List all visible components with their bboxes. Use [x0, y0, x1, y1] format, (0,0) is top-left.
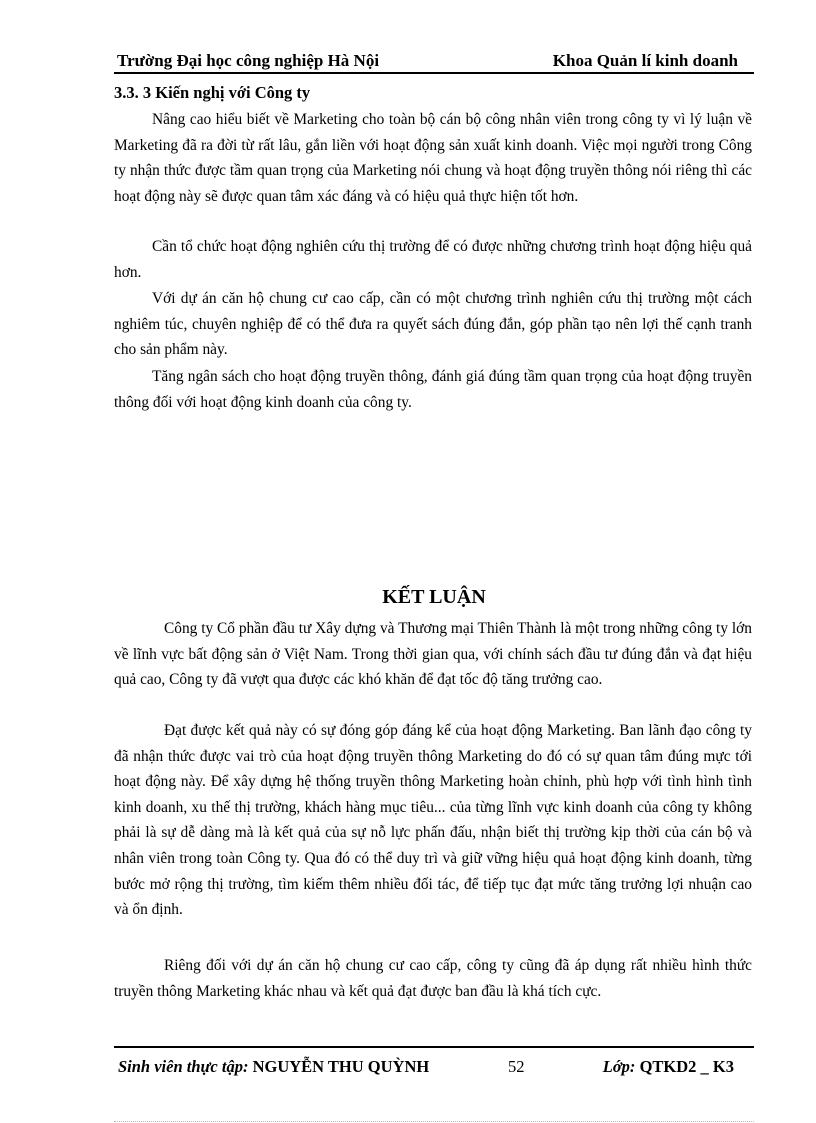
recommendation-paragraph: Tăng ngân sách cho hoạt động truyền thông, đánh giá đúng tầm quan trọng của hoạt động truyền thông đối với hoạt động kinh doanh của công ty. [114, 368, 752, 411]
student-label: Sinh viên thực tập: [118, 1057, 249, 1076]
class-label: Lớp: [602, 1057, 636, 1076]
conclusion-paragraph: Đạt được kết quả này có sự đóng góp đáng kể của hoạt động Marketing. Ban lãnh đạo công ty đã nhận thức được vai trò của hoạt động truyền thông Marketing do đó có sự quan tâm đúng mực tới hoạt động này. Để xây dựng hệ thống truyền thông Marketing hoàn chỉnh, phù hợp với tình hình tình kinh doanh, xu thế thị trường, khách hàng mục tiêu... của từng lĩnh vực kinh doanh của công ty không phải là sự dễ dàng mà là kết quả của sự nỗ lực phấn đấu, nhận biết thị trường kịp thời của cán bộ và nhân viên trong toàn Công ty. Qua đó có thể duy trì và giữ vững hiệu quả hoạt động kinh doanh, từng bước mở rộng thị trường, tìm kiếm thêm nhiều đối tác, để tiếp tục đạt mức tăng trưởng lợi nhuận cao và ổn định. [114, 722, 752, 919]
student-name: NGUYỄN THU QUỲNH [252, 1057, 430, 1076]
page-bottom-rule [114, 1121, 754, 1122]
class-value: QTKD2 _ K3 [639, 1057, 734, 1076]
faculty-name: Khoa Quản lí kinh doanh [552, 51, 738, 70]
recommendation-paragraph: Nâng cao hiểu biết về Marketing cho toàn bộ cán bộ công nhân viên trong công ty vì lý luận về Marketing đã ra đời từ rất lâu, gắn liền với hoạt động sản xuất kinh doanh. Việc mọi người trong Công ty nhận thức được tầm quan trọng của Marketing nói chung và hoạt động truyền thông nói riêng thì các hoạt động này sẽ được quan tâm xác đáng và có hiệu quả thực hiện tốt hơn. [114, 111, 752, 205]
conclusion-paragraph: Công ty Cổ phần đầu tư Xây dựng và Thương mại Thiên Thành là một trong những công ty lớn về lĩnh vực bất động sản ở Việt Nam. Trong thời gian qua, với chính sách đầu tư đúng đắn và đạt hiệu quả cao, Công ty đã vượt qua được các khó khăn để đạt tốc độ tăng trưởng cao. [114, 620, 752, 689]
footer-student [118, 1057, 429, 1077]
footer-class [603, 1057, 734, 1077]
conclusion-paragraph: Riêng đối với dự án căn hộ chung cư cao cấp, công ty cũng đã áp dụng rất nhiều hình thức truyền thông Marketing khác nhau và kết quả đạt được ban đầu là khá tích cực. [114, 957, 752, 1000]
page-header [114, 50, 754, 74]
page-number: 52 [508, 1057, 525, 1076]
recommendation-paragraph: Cần tổ chức hoạt động nghiên cứu thị trường để có được những chương trình hoạt động hiệu quả hơn. [114, 238, 752, 281]
section-heading: 3.3. 3 Kiến nghị với Công ty [114, 83, 311, 102]
page-footer [114, 1046, 754, 1078]
conclusion-title: KẾT LUẬN [382, 586, 486, 608]
recommendation-paragraph: Với dự án căn hộ chung cư cao cấp, cần có một chương trình nghiên cứu thị trường một cách nghiêm túc, chuyên nghiệp để có thể đưa ra quyết sách đúng đắn, góp phần tạo nên lợi thế cạnh tranh cho sản phẩm này. [114, 290, 752, 359]
school-name: Trường Đại học công nghiệp Hà Nội [117, 51, 380, 70]
